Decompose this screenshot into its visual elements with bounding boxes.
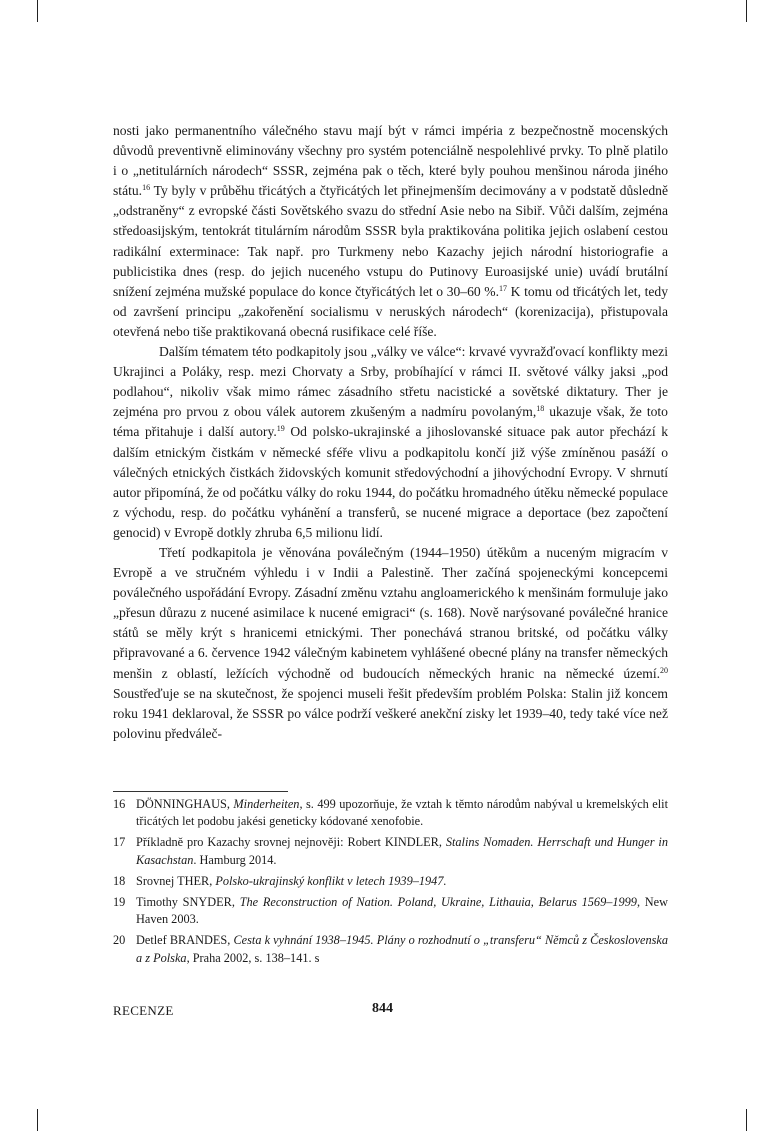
footnote-text (136, 834, 668, 868)
text-run: Soustřeďuje se na skutečnost, že spojenci museli řešit především problém Polska: Stalin již koncem roku 1941 deklaroval, že SSSR po válce podrží veškeré anekční zisky let 1939–40, tedy také více než polovinu předváleč- (113, 685, 668, 741)
crop-mark-bottom-right (746, 1109, 747, 1131)
text-run: K tomu od třicátých let, tedy od završení principu „zakořenění socialismu v neruských národech“ (korenizacija), přistupovala otevřená nebo tiše praktikovaná obecná rusifikace celé říše. (113, 283, 669, 339)
footnote-number: 16 (113, 797, 126, 811)
text-run: , New Haven 2003. (136, 895, 669, 927)
page-number: 844 (372, 1001, 393, 1016)
italic-title: Cesta k vyhnání 1938–1945. Plány o rozhodnutí o „transferu“ Němců z Československa a z Polska (136, 933, 669, 965)
text-run: . Hamburg 2014. (193, 852, 277, 867)
text-run: Ty byly v průběhu třicátých a čtyřicátých let přinejmenším decimovány a v podstatě důsledně „odstraněny“ z evropské části Sovětského svazu do střední Asie nebo na Sibiř. Vůči dalším, zejména středoasijským, tentokrát titulárním národům SSSR byla praktikována politika jejich oslabení cestou radikální exterminace: Tak např. pro Turkmeny nebo Kazachy jejich národní historiografie a publicistika dnes (resp. do jejich nuceného vstupu do Putinovy Euroasijské unie) uvádí brutální snížení zejména mužské populace do konce čtyřicátých let o 30–60 %. (113, 183, 668, 299)
crop-mark-top-right (746, 0, 747, 22)
footnote (113, 796, 668, 830)
footnote-number: 18 (113, 873, 126, 888)
footnote-separator (113, 791, 288, 792)
crop-mark-top-left (37, 0, 38, 22)
footnote-text (136, 796, 668, 830)
footnote-reference: 18 (536, 404, 545, 414)
italic-title: Polsko-ukrajinský konflikt v letech 1939–1947. (215, 873, 447, 888)
footnote-number: 20 (113, 933, 126, 948)
text-run: Třetí podkapitola je věnována poválečným (1944–1950) útěkům a nuceným migracím v Evropě a ve stručném výhledu i v Indii a Palestině. Ther začíná spojeneckými koncepcemi poválečného uspořádání Evropy. Zásadní změnu vztahu angloamerického k menšinám formuluje jako „přesun důrazu z nucené asimilace k nucené emigraci“ (s. 168). Nově narýsované poválečné hranice států se měly krýt s hranicemi etnickými. Ther ponechává stranou britské, od počátku války připravované a 6. července 1942 válečným kabinetem vyhlášené obecné plány na transfer německých menšin z oblastí, ležících východně od budoucích německých hranic na německé území. (113, 544, 668, 681)
footnotes (113, 796, 668, 971)
footnote-reference: 20 (660, 665, 668, 675)
running-footer-section: RECENZE (113, 1003, 174, 1018)
footnote-reference: 19 (276, 424, 285, 434)
footnote-text (136, 894, 668, 928)
text-run: Dalším tématem této podkapitoly jsou „války ve válce“: krvavé vyvražďovací konflikty mezi Ukrajinci a Poláky, resp. mezi Chorvaty a Srby, probíhající v rámci II. světové války jaksi „pod podlahou“, nikoliv však mimo rámec zásadního střetu nacistické a sovětské diktatury. Ther je zejména pro prvou z obou válek autorem zkušeným a nadmíru povolaným, (113, 344, 668, 420)
text-run: DÖNNINGHAUS, (136, 797, 234, 811)
text-run: Příkladně pro Kazachy srovnej nejnověji: Robert KINDLER, (136, 835, 446, 850)
text-run: Srovnej THER, (136, 873, 216, 888)
italic-title: Stalins Nomaden. Herrschaft und Hunger in Kasachstan (136, 835, 668, 867)
footnote-number: 19 (113, 895, 126, 910)
text-run: ukazuje však, že toto téma přitahuje i další autory. (113, 404, 668, 440)
footnote-number: 17 (113, 835, 126, 850)
text-run: Detlef BRANDES, (136, 933, 234, 948)
text-run: s. 499 upozorňuje, že vztah k těmto národům nabýval u kremelských elit třicátých let podobu jakési geneticky kódované xenofobie. (136, 797, 669, 829)
paragraph (113, 121, 668, 342)
footnote-text (136, 932, 668, 966)
text-run: Od polsko-ukrajinské a jihoslovanské situace pak autor přechází k dalším etnickým čistkám v německé sféře vlivu a podkapitolu končí již výše zmíněnou pasáží o válečných etnických čistkách židovských komunit středovýchodní a jihovýchodní Evropy. V shrnutí autor připomíná, že od počátku války do roku 1944, do počátku hromadného útěku německé populace z východu, resp. do počátku vyhánění a transferů, se nucené migrace a deportace (bez započtení genocid) v Evropě dotkly zhruba 6,5 milionu lidí. (113, 424, 668, 540)
footnote-text (136, 873, 668, 890)
italic-title: The Reconstruction of Nation. Poland, Ukraine, Lithauia, Belarus 1569–1999 (239, 895, 637, 910)
crop-mark-bottom-left (37, 1109, 38, 1131)
text-run: nosti jako permanentního válečného stavu mají být v rámci impéria z bezpečnostně mocenských důvodů preventivně eliminovány všechny pro systém potenciálně nespolehlivé prvky. To plně platilo i o „netitulárních národech“ SSSR, zejména pak o těch, které byly pouhou menšinou národa jiného státu. (113, 123, 668, 199)
footnote-reference: 17 (499, 283, 508, 293)
footnote-reference: 16 (142, 183, 151, 193)
text-run: Timothy SNYDER, (136, 895, 240, 910)
italic-title: Minderheiten, (233, 797, 303, 811)
footnote (113, 932, 668, 966)
paragraph (113, 342, 668, 543)
footnote (113, 894, 668, 928)
text-run: , Praha 2002, s. 138–141. s (186, 950, 320, 965)
body-text (113, 121, 668, 744)
paragraph (113, 543, 668, 744)
footnote (113, 873, 668, 890)
footnote (113, 834, 668, 868)
